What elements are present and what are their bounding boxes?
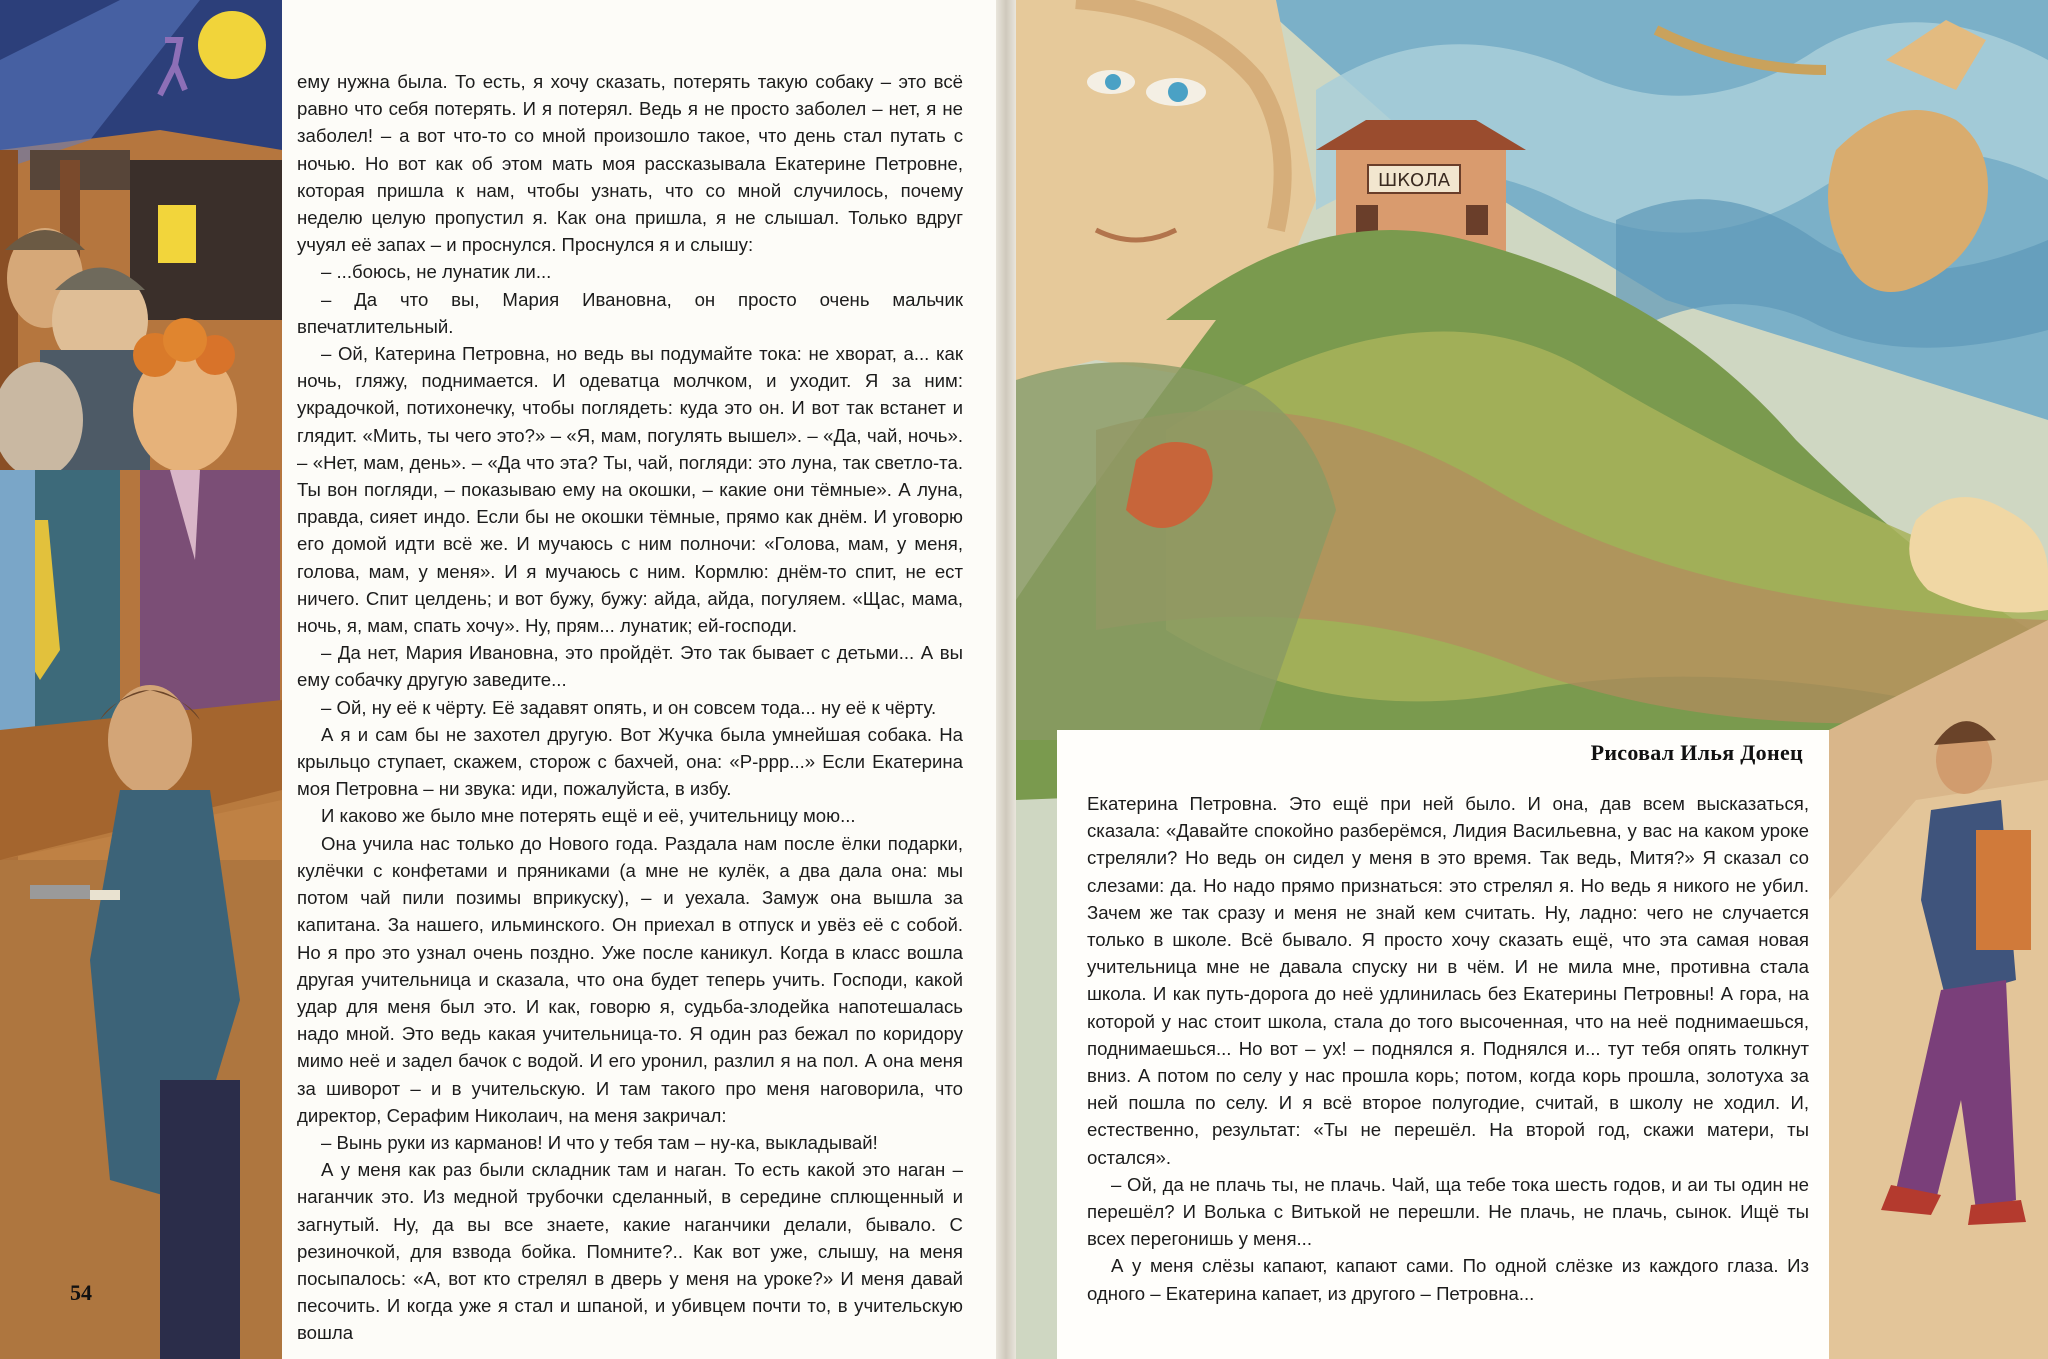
paragraph: А у меня как раз были складник там и наган. То есть какой это наган – наганчик это. Из медной трубочки сделанный, в середине сплющенный и загнутый. Ну, да вы все знаете, какие наганчики делали, бывало. С резиночкой, для взвода бойка. Помните?.. Как вот уже, слышу, на меня посыпалось: «А, вот кто стрелял в дверь у меня на уроке?» И меня давай песочить. И когда уже я стал и шпаной, и убивцем почти то, в учительскую вошла [297, 1159, 963, 1344]
paragraph: – Ой, да не плачь ты, не плачь. Чай, ща тебе тока шесть годов, и аи ты один не перешёл? И Волька с Витькой не перешли. Не плачь, не плачь, сынок. Ищё ты всех перегонишь у меня... [1087, 1173, 1809, 1250]
paragraph: И каково же было мне потерять ещё и её, учительницу мою... [321, 805, 856, 827]
paragraph: А я и сам бы не захотел другую. Вот Жучка была умнейшая собака. На крыльцо ступает, скажем, сторож с бахчей, она: «Р-ррр...» Если Екатерина моя Петровна – ни звука: иди, пожалуйста, в избу. [297, 723, 963, 800]
text-panel [1057, 730, 1829, 1359]
paragraph: – Да что вы, Мария Ивановна, он просто очень мальчик впечатлительный. [297, 288, 963, 337]
paragraph: Екатерина Петровна. Это ещё при ней было. И она, дав всем высказаться, сказала: «Давайте спокойно разберёмся, Лидия Васильевна, у вас на каком уроке стреляли? Но ведь он сидел у меня в это время. Так ведь, Митя?» Я сказал со слезами: да. Но надо прямо признаться: это стрелял я. Но ведь я никого не убил. Зачем же так сразу и меня не знай кем считать. Ну, ладно: чего не случается только в школе. Всё бывало. Я просто хочу сказать ещё, что эта самая новая учительница мне не давала спуску ни в чём. И не мила мне, противна стала школа. И как путь-дорога до неё удлинилась без Екатерины Петровны! А гора, на которой у нас стоит школа, стала до того высоченная, что на неё поднимаешься, поднимаешься... Но вот – ух! – поднялся я. Поднялся и... тут тебя опять толкнут вниз. А потом по селу у нас прошла корь; потом, когда корь прошла, золотуха за ней пошла по селу. И я всё второе полугодие, считай, в школу не ходил. И, естественно, результат: «Ты не перешёл. На второй год, скажи матери, ты остался». [1087, 793, 1809, 1168]
right-page [1016, 0, 2048, 1359]
school-sign: ШКОЛА [1377, 170, 1451, 191]
paragraph: А у меня слёзы капают, капают сами. По одной слёзке из каждого глаза. Из одного – Екатерина капает, из другого – Петровна... [1087, 1255, 1809, 1304]
illustrator-credit: Рисовал Илья Донец [1590, 740, 1803, 765]
left-illustration [0, 0, 282, 1359]
paragraph: – Да нет, Мария Ивановна, это пройдёт. Это так бывает с детьми... А вы ему собачку другую заведите... [297, 642, 963, 691]
paragraph: Она учила нас только до Нового года. Раздала нам после ёлки подарки, кулёчки с конфетами и пряниками (а мне не кулёк, а два дала она: мы потом чай пили позимы вприкуску), – и уехала. Замуж она вышла за капитана. За нашего, ильминского. Он приехал в отпуск и увёз её с собой. Но я про это узнал очень поздно. Уже после каникул. Когда в класс вошла другая учительница и сказала, что она будет теперь учить. Господи, какой удар для меня был это. И как, говорю я, судьба-злодейка напотешалась надо мной. Это ведь какая учительница-то. Я один раз бежал по коридору мимо неё и задел бачок с водой. И его уронил, разлил я на пол. А она меня за шиворот – и в учительскую. И там такого про меня наговорила, что директор, Серафим Николаич, на меня закричал: [297, 832, 963, 1126]
page-number: 54 [70, 1280, 92, 1305]
book-gutter [996, 0, 1016, 1359]
paragraph: ему нужна была. То есть, я хочу сказать, потерять такую собаку – это всё равно что себя потерять. И я потерял. Ведь я не просто заболел – нет, я не заболел! – а вот что-то со мной произошло такое, что день стал путать с ночью. Но вот как об этом мать моя рассказывала Екатерине Петровне, которая пришла к нам, чтобы узнать, что со мной случилось, почему неделю целую пропустил я. Как она пришла, я не слышал. Только вдруг учуял её запах – и проснулся. Проснулся я и слышу: [297, 71, 963, 256]
paragraph: – Ой, Катерина Петровна, но ведь вы подумайте тока: не хворат, а... как ночь, гляжу, поднимается. И одеватца молчком, и уходит. Я за ним: украдочкой, потихонечку, чтобы поглядеть: куда это он. И вот так встанет и глядит. «Мить, ты чего это?» – «Я, мам, погулять вышел». – «Да, чай, ночь». – «Нет, мам, день». – «Да что эта? Ты, чай, погляди: это луна, так светло-та. Ты вон погляди, – показываю ему на окошки, – какие они тёмные». А луна, правда, сияет индо. Если бы не окошки тёмные, прямо как днём. И уговорю его домой идти всё же. И мучаюсь с ним полночи: «Голова, мам, у меня, голова, мам, у меня». И я мучаюсь с ним. Кормлю: днём-то спит, не ест ничего. Спит целдень; и вот бужу, бужу: айда, айда, погуляем. «Щас, мама, ночь, я, мам, спать хочу». Ну, прям... лунатик; ей-господи. [297, 343, 963, 637]
paragraph: – ...боюсь, не лунатик ли... [321, 261, 552, 283]
paragraph: – Вынь руки из карманов! И что у тебя там – ну-ка, выкладывай! [321, 1131, 878, 1153]
left-page [0, 0, 1000, 1359]
right-text-column [1087, 790, 1809, 1307]
paragraph: – Ой, ну её к чёрту. Её задавят опять, и он совсем тода... ну её к чёрту. [321, 696, 937, 718]
left-text-column [297, 68, 963, 1347]
